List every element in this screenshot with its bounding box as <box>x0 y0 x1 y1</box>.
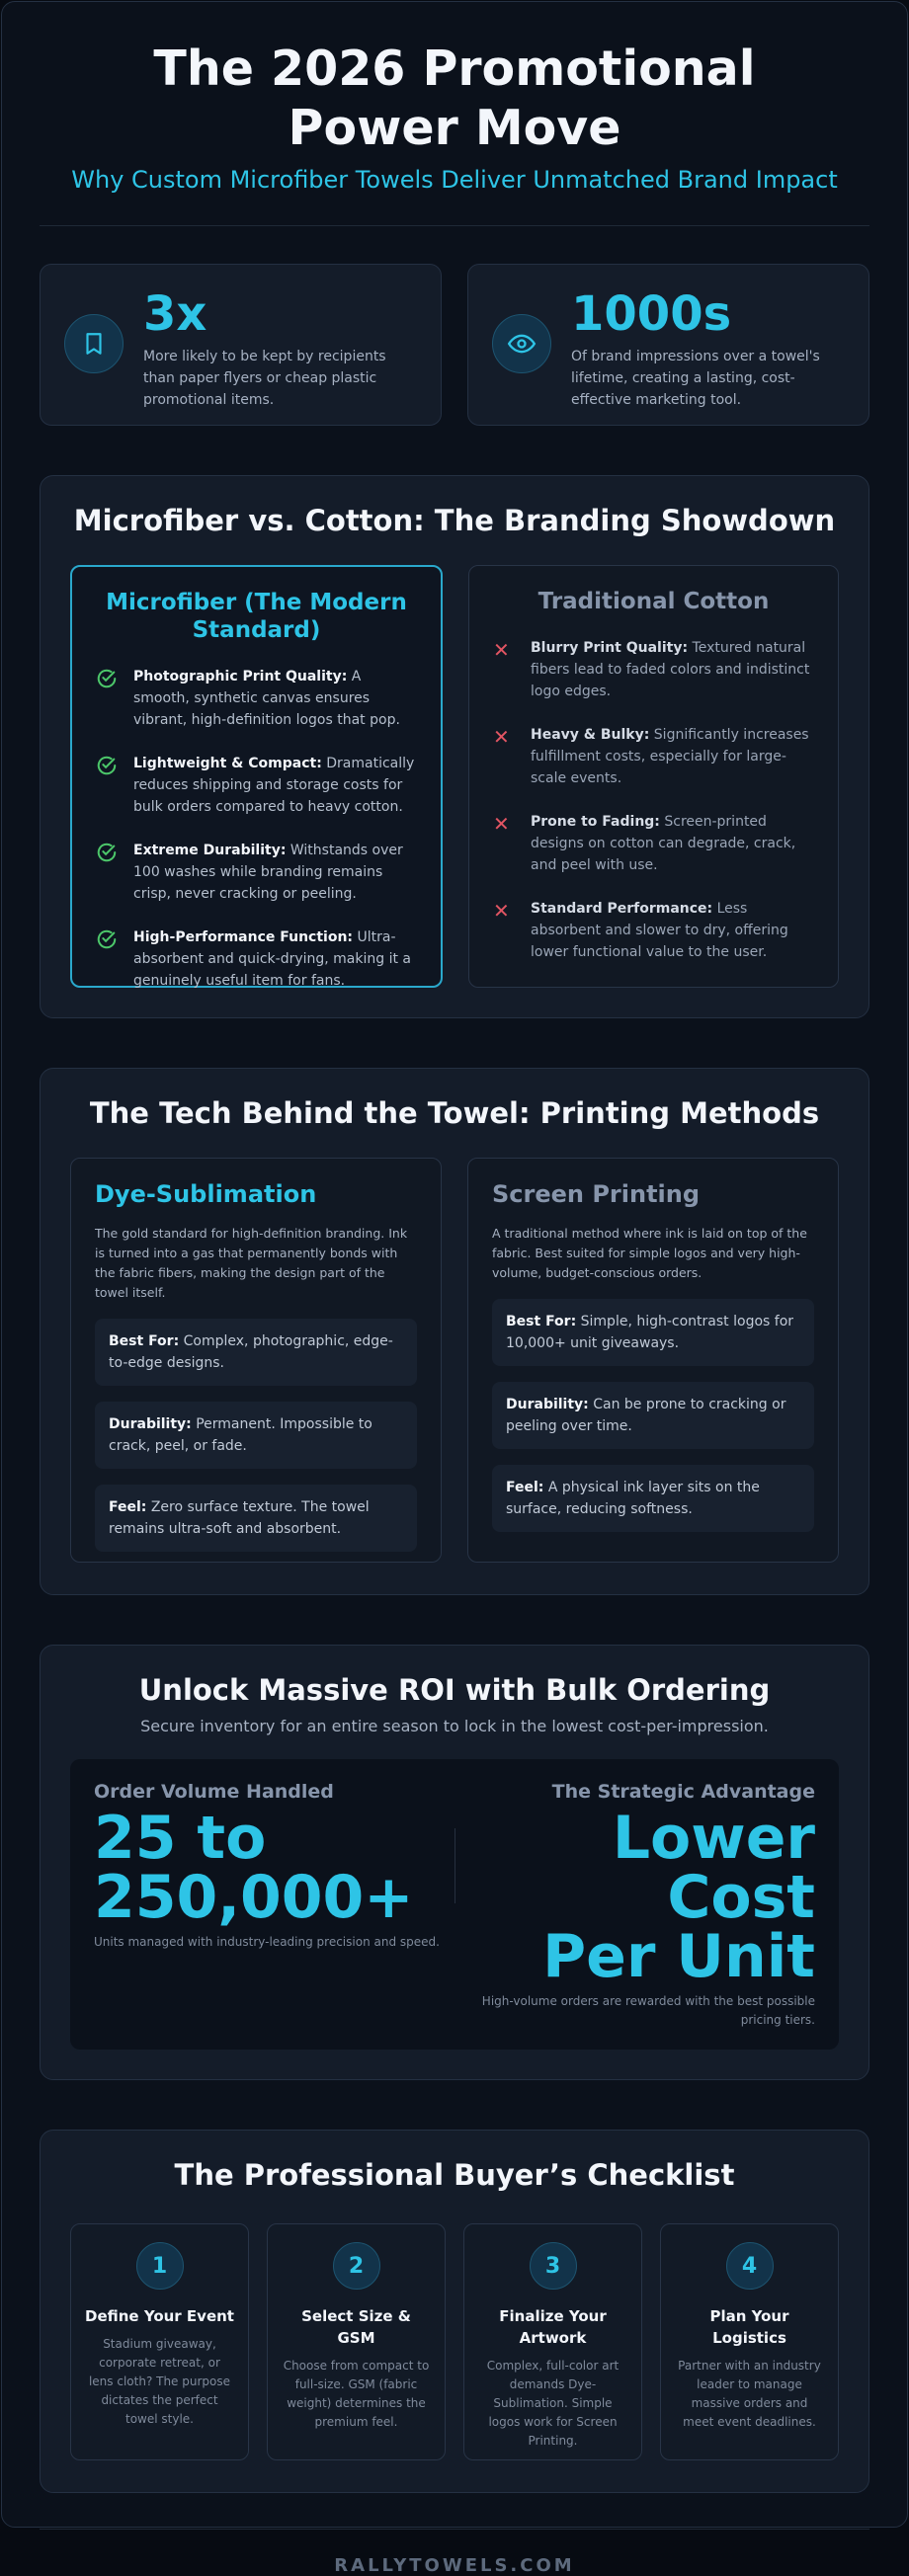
advantage-value-line1: Lower Cost <box>612 1804 815 1932</box>
list-item <box>493 811 814 876</box>
advantage-block <box>454 1781 815 2030</box>
roi-section <box>40 1645 869 2080</box>
stat-value: 3x <box>143 286 207 342</box>
step-description: Complex, full-color art demands Dye-Sublimation. Simple logos work for Screen Printing. <box>486 2359 620 2448</box>
step-number: 4 <box>726 2242 774 2290</box>
column-title: Traditional Cotton <box>537 589 770 614</box>
footer-divider <box>40 2529 869 2530</box>
column-description: The gold standard for high-definition branding. Ink is turned into a gas that permanently bonds with the fabric fibers, making the design part of the towel itself. <box>95 1226 408 1300</box>
dye-sublimation-column <box>70 1158 442 1563</box>
item-label: Standard Performance: <box>531 901 713 917</box>
section-subtitle: Secure inventory for an entire season to lock in the lowest cost-per-impression. <box>140 1717 769 1735</box>
item-label: Extreme Durability: <box>133 843 287 858</box>
section-title: Microfiber vs. Cotton: The Branding Showdown <box>73 504 836 537</box>
info-box <box>95 1402 417 1469</box>
list-item <box>493 637 814 702</box>
roi-card <box>70 1759 839 2050</box>
step-title: Plan Your Logistics <box>709 2307 789 2347</box>
box-text: Zero surface texture. The towel remains ultra-soft and absorbent. <box>109 1499 370 1537</box>
box-text: Can be prone to cracking or peeling over time. <box>506 1397 786 1434</box>
step-title: Finalize Your Artwork <box>499 2307 607 2347</box>
check-circle-icon <box>96 755 120 818</box>
list-item <box>96 926 417 992</box>
showdown-section <box>40 475 869 1018</box>
volume-value-line2: 250,000+ <box>94 1863 414 1932</box>
step-card <box>267 2223 446 2460</box>
item-label: High-Performance Function: <box>133 929 354 945</box>
check-circle-icon <box>96 668 120 731</box>
box-text: Simple, high-contrast logos for 10,000+ unit giveaways. <box>506 1314 794 1351</box>
box-label: Feel: <box>109 1499 147 1515</box>
step-number: 1 <box>136 2242 184 2290</box>
stat-description: More likely to be kept by recipients than paper flyers or cheap plastic promotional items. <box>143 349 386 408</box>
step-card <box>70 2223 249 2460</box>
item-text: A smooth, synthetic canvas ensures vibrant, high-definition logos that pop. <box>133 669 400 728</box>
box-label: Best For: <box>506 1314 577 1329</box>
box-label: Durability: <box>109 1416 192 1432</box>
footer-brand-link[interactable]: RALLYTOWELS.COM <box>334 2555 575 2576</box>
checklist-section <box>40 2130 869 2493</box>
roi-divider <box>454 1828 455 1903</box>
list-item <box>96 666 417 731</box>
volume-value-line1: 25 to <box>94 1804 267 1873</box>
column-title: Screen Printing <box>492 1180 701 1208</box>
cross-icon: ✕ <box>493 899 510 923</box>
column-title: Dye-Sublimation <box>95 1180 317 1208</box>
info-box <box>492 1299 814 1366</box>
list-item <box>493 724 814 789</box>
section-title: Unlock Massive ROI with Bulk Ordering <box>138 1673 771 1707</box>
stat-description: Of brand impressions over a towel's lifetime, creating a lasting, cost-effective marketing tool. <box>571 349 820 408</box>
item-label: Lightweight & Compact: <box>133 756 322 771</box>
item-text: Withstands over 100 washes while branding remains crisp, never cracking or peeling. <box>133 843 403 902</box>
page-title: The 2026 Promotional Power Move <box>153 40 756 156</box>
item-label: Prone to Fading: <box>531 814 660 830</box>
item-label: Blurry Print Quality: <box>531 640 689 656</box>
step-number: 2 <box>333 2242 380 2290</box>
page-subtitle: Why Custom Microfiber Towels Deliver Unmatched Brand Impact <box>71 166 838 194</box>
stat-card-kept <box>40 264 442 426</box>
volume-label: Order Volume Handled <box>94 1781 334 1803</box>
item-text: Ultra-absorbent and quick-drying, making it a genuinely useful item for fans. <box>133 929 411 989</box>
box-text: A physical ink layer sits on the surface, reducing softness. <box>506 1480 760 1517</box>
cotton-column <box>468 565 839 988</box>
section-title: The Professional Buyer’s Checklist <box>174 2158 735 2192</box>
cross-icon: ✕ <box>493 638 510 662</box>
stat-value: 1000s <box>571 286 732 342</box>
advantage-label: The Strategic Advantage <box>551 1781 815 1803</box>
list-item <box>96 840 417 905</box>
step-card <box>463 2223 642 2460</box>
item-text: Textured natural fibers lead to faded colors and indistinct logo edges. <box>531 640 810 699</box>
info-box <box>95 1319 417 1386</box>
info-box <box>492 1382 814 1449</box>
step-description: Choose from compact to full-size. GSM (fabric weight) determines the premium feel. <box>283 2359 430 2429</box>
step-description: Partner with an industry leader to manage massive orders and meet event deadlines. <box>678 2359 821 2429</box>
step-title: Define Your Event <box>85 2307 234 2325</box>
column-description: A traditional method where ink is laid on top of the fabric. Best suited for simple logos and very high-volume, budget-conscious orders. <box>492 1226 807 1280</box>
list-item <box>96 753 417 818</box>
step-card <box>660 2223 839 2460</box>
section-title: The Tech Behind the Towel: Printing Methods <box>89 1096 820 1130</box>
item-text: Dramatically reduces shipping and storage costs for bulk orders compared to heavy cotton. <box>133 756 415 815</box>
box-label: Feel: <box>506 1480 544 1495</box>
microfiber-column <box>70 565 443 988</box>
stats-row <box>40 264 869 426</box>
check-circle-icon <box>96 842 120 905</box>
bookmark-icon <box>64 314 124 373</box>
item-text: Less absorbent and slower to dry, offering lower functional value to the user. <box>531 901 788 960</box>
screen-printing-column <box>467 1158 839 1563</box>
column-title: Microfiber (The Modern Standard) <box>106 590 407 643</box>
item-label: Heavy & Bulky: <box>531 727 650 743</box>
box-label: Best For: <box>109 1333 180 1349</box>
box-label: Durability: <box>506 1397 589 1412</box>
item-text: Significantly increases fulfillment costs, especially for large-scale events. <box>531 727 809 786</box>
info-box <box>492 1465 814 1532</box>
check-circle-icon <box>96 928 120 992</box>
list-item <box>493 898 814 963</box>
item-text: Screen-printed designs on cotton can degrade, crack, and peel with use. <box>531 814 796 873</box>
advantage-value-line2: Per Unit <box>542 1922 815 1991</box>
box-text: Permanent. Impossible to crack, peel, or fade. <box>109 1416 372 1454</box>
info-box <box>95 1485 417 1552</box>
volume-note: Units managed with industry-leading precision and speed. <box>94 1935 440 1949</box>
header-divider <box>40 225 869 226</box>
stat-card-impressions <box>467 264 869 426</box>
item-label: Photographic Print Quality: <box>133 669 348 684</box>
box-text: Complex, photographic, edge-to-edge designs. <box>109 1333 393 1371</box>
step-title: Select Size & GSM <box>301 2307 411 2347</box>
volume-block <box>94 1781 454 1952</box>
eye-icon <box>492 314 551 373</box>
cross-icon: ✕ <box>493 725 510 749</box>
step-number: 3 <box>530 2242 577 2290</box>
cross-icon: ✕ <box>493 812 510 836</box>
printing-methods-section <box>40 1068 869 1595</box>
infographic-page <box>1 1 908 2576</box>
step-description: Stadium giveaway, corporate retreat, or lens cloth? The purpose dictates the perfect towel style. <box>88 2337 231 2426</box>
advantage-note: High-volume orders are rewarded with the best possible pricing tiers. <box>481 1994 815 2027</box>
